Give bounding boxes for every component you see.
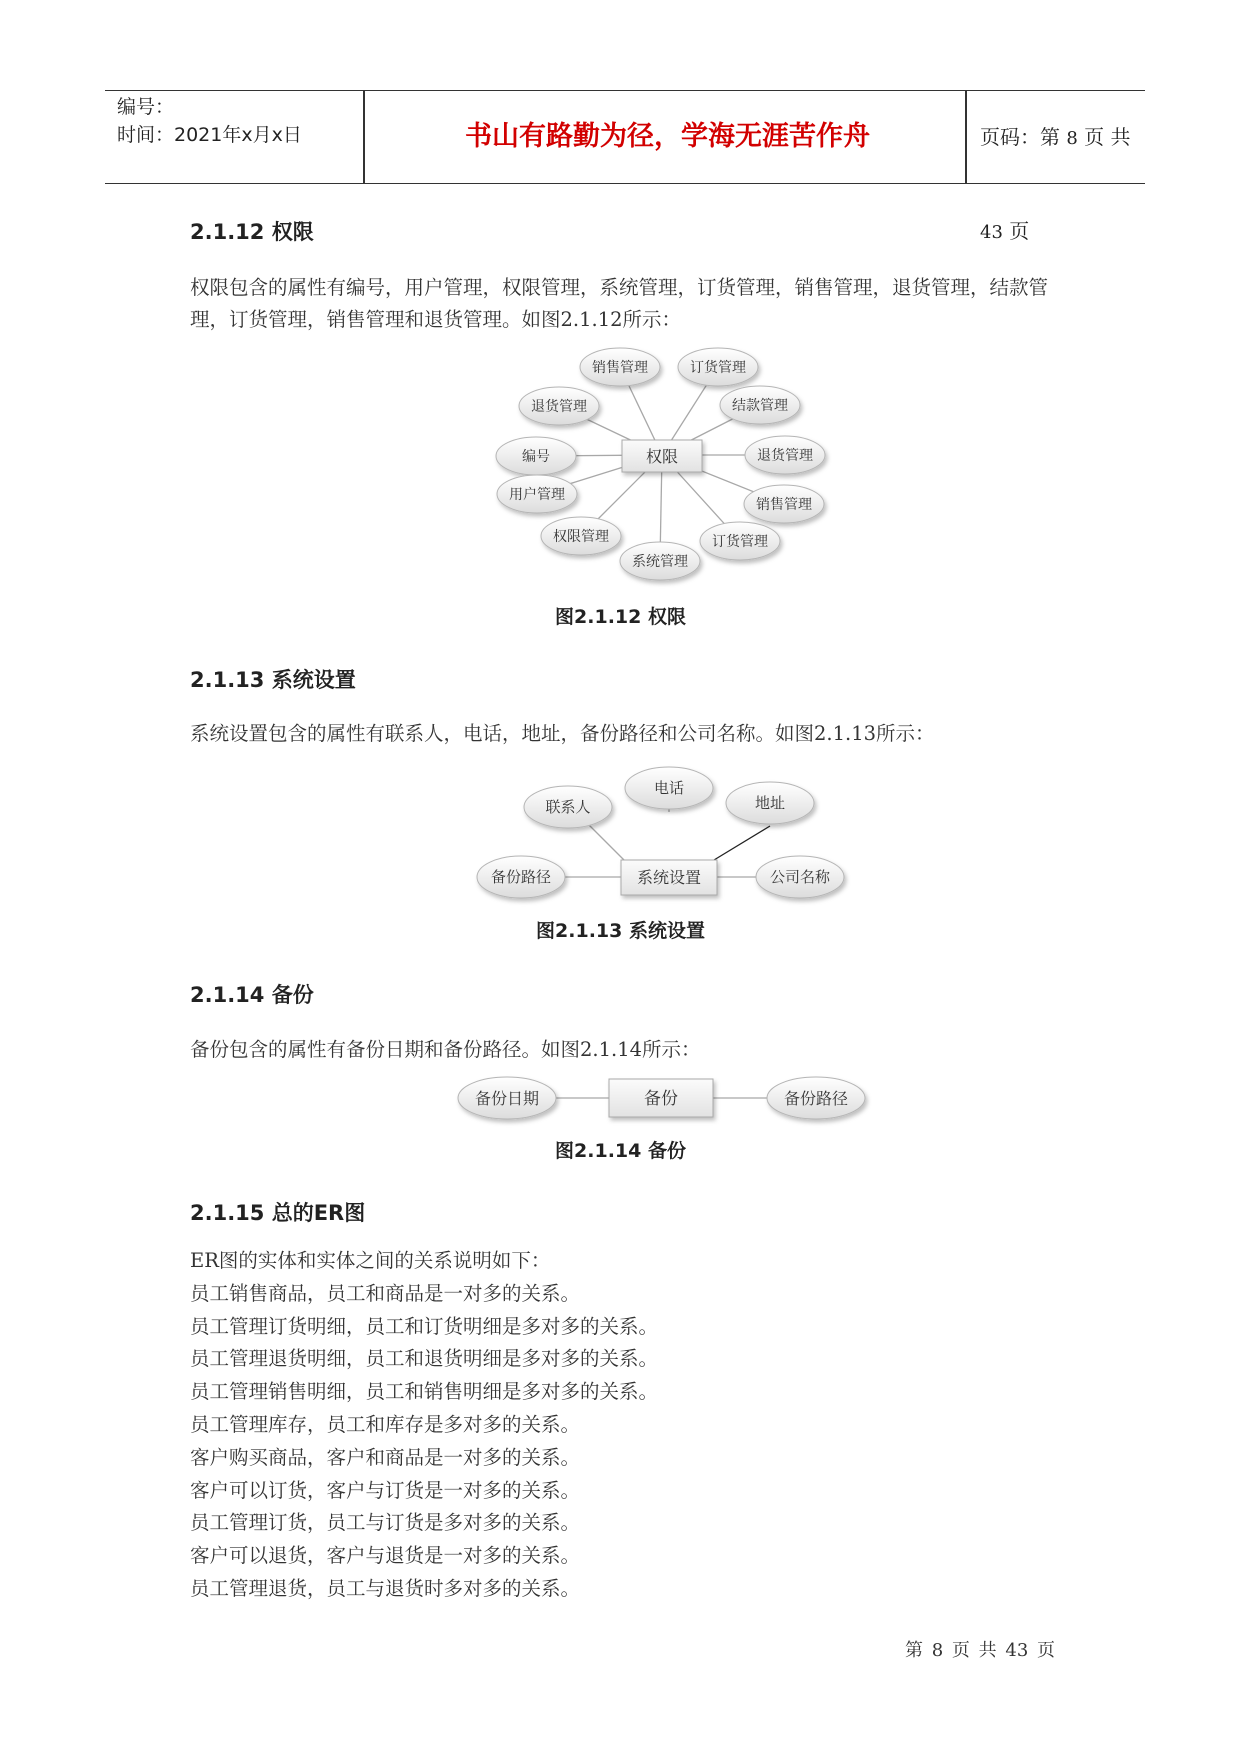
attribute-label: 订货管理 [712, 534, 768, 550]
attribute-label: 退货管理 [531, 399, 587, 415]
figure-caption-backup: 图2.1.14 备份 [555, 1140, 686, 1162]
document-number-label: 编号： [117, 96, 175, 118]
section-paragraph-system-settings: 系统设置包含的属性有联系人，电话，地址，备份路径和公司名称。如图2.1.13所示： [190, 722, 935, 745]
attribute-label: 编号 [522, 449, 550, 465]
attribute-label: 电话 [653, 779, 685, 797]
footer-prefix: 第 [905, 1640, 923, 1661]
attribute-label: 地址 [754, 794, 786, 812]
relationship-line: 员工管理库存，员工和库存是多对多的关系。 [190, 1412, 581, 1436]
footer-current: 8 [931, 1640, 944, 1661]
attribute-label: 退货管理 [757, 448, 813, 464]
attribute-label: 备份路径 [490, 868, 552, 886]
relationship-line: 员工管理订货，员工与订货是多对多的关系。 [190, 1511, 581, 1535]
relationship-line: ER图的实体和实体之间的关系说明如下： [190, 1249, 551, 1272]
section-heading-er-diagram: 2.1.15 总的ER图 [190, 1201, 366, 1225]
page-suffix: 页 [1009, 219, 1030, 243]
entity-label: 权限 [645, 447, 679, 466]
section-heading-backup: 2.1.14 备份 [190, 983, 314, 1007]
footer-total: 43 [1005, 1640, 1029, 1661]
document-time-label: 时间：2021年x月x日 [117, 124, 302, 146]
attribute-label: 用户管理 [509, 487, 565, 503]
page-mid: 页 共 [1084, 125, 1131, 149]
relationship-line: 员工销售商品，员工和商品是一对多的关系。 [190, 1281, 581, 1305]
attribute-label: 销售管理 [756, 497, 812, 513]
figure-caption-permission: 图2.1.12 权限 [555, 606, 686, 628]
attribute-label: 销售管理 [592, 360, 648, 376]
figure-caption-system-settings: 图2.1.13 系统设置 [536, 920, 705, 942]
attribute-label: 公司名称 [769, 868, 831, 886]
section-heading-permission: 2.1.12 权限 [190, 220, 314, 244]
page-prefix: 页码：第 [980, 125, 1060, 149]
footer-mid: 页 共 [951, 1640, 997, 1661]
attribute-label: 订货管理 [690, 360, 746, 376]
entity-label: 备份 [644, 1089, 678, 1109]
relationship-line: 客户可以退货，客户与退货是一对多的关系。 [190, 1544, 581, 1568]
attribute-label: 备份路径 [783, 1089, 849, 1108]
relationship-line: 客户可以订货，客户与订货是一对多的关系。 [190, 1478, 581, 1502]
page-current: 8 [1066, 128, 1078, 149]
er-relationship-list [190, 1245, 658, 1606]
header-motto: 书山有路勤为径，学海无涯苦作舟 [465, 121, 870, 152]
attribute-label: 联系人 [545, 798, 591, 816]
attribute-label: 结款管理 [732, 398, 788, 414]
relationship-line: 员工管理退货，员工与退货时多对多的关系。 [190, 1576, 581, 1600]
relationship-line: 员工管理销售明细，员工和销售明细是多对多的关系。 [190, 1380, 659, 1404]
relationship-line: 员工管理退货明细，员工和退货明细是多对多的关系。 [190, 1347, 659, 1371]
attribute-label: 备份日期 [474, 1089, 540, 1108]
relationship-line: 员工管理订货明细，员工和订货明细是多对多的关系。 [190, 1314, 659, 1338]
attribute-label: 权限管理 [553, 529, 609, 545]
entity-label: 系统设置 [636, 868, 702, 887]
page-total: 43 [980, 222, 1003, 243]
relationship-line: 客户购买商品，客户和商品是一对多的关系。 [190, 1445, 581, 1469]
footer-suffix: 页 [1037, 1640, 1056, 1661]
diagram-backup-labels [475, 1089, 848, 1109]
page-footer [905, 1636, 1055, 1662]
section-paragraph-backup: 备份包含的属性有备份日期和备份路径。如图2.1.14所示： [190, 1038, 701, 1061]
attribute-label: 系统管理 [632, 554, 688, 570]
section-heading-system-settings: 2.1.13 系统设置 [190, 668, 356, 692]
section-paragraph-permission: 权限包含的属性有编号，用户管理，权限管理，系统管理，订货管理，销售管理，退货管理，结款管理，订货管理，销售管理和退货管理。如图2.1.12所示： [190, 276, 1049, 331]
